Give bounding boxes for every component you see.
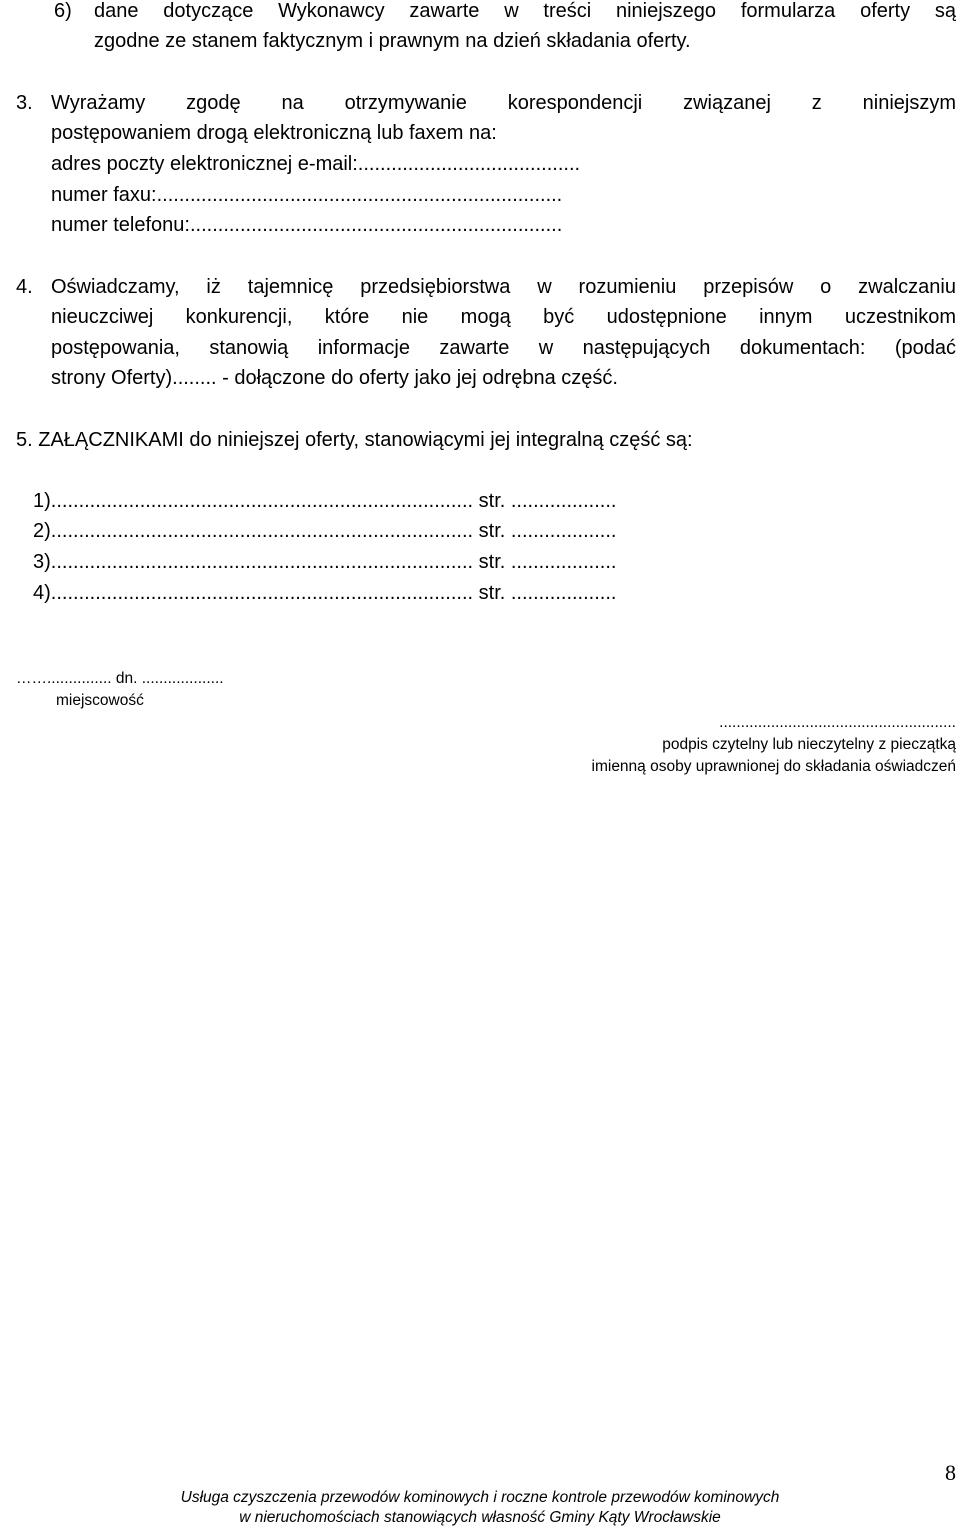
section-3-line-2: postępowaniem drogą elektroniczną lub faxem na: (51, 122, 497, 144)
attachment-item: 1)............................................................................ str. ................... (33, 490, 617, 512)
section-4-line-2: nieuczciwej konkurencji, które nie mogą być udostępnione innym uczestnikom (51, 306, 956, 328)
signature-label-1: podpis czytelny lub nieczytelny z pieczątką (662, 736, 956, 753)
section-4-number: 4. (16, 276, 33, 298)
attachment-item: 4)............................................................................ str. ................... (33, 582, 617, 604)
section-5-heading: 5. ZAŁĄCZNIKAMI do niniejszej oferty, stanowiącymi jej integralną część są: (16, 429, 693, 451)
footer-line-1: Usługa czyszczenia przewodów kominowych i roczne kontrole przewodów kominowych (180, 1489, 780, 1506)
signature-line: ....................................................... (719, 714, 956, 731)
item-6-line-2: zgodne ze stanem faktycznym i prawnym na dzień składania oferty. (94, 30, 691, 52)
fax-field: numer faxu:......................................................................... (51, 184, 563, 206)
section-3-number: 3. (16, 92, 33, 114)
place-label: miejscowość (56, 692, 144, 709)
section-4-line-1: Oświadczamy, iż tajemnicę przedsiębiorstwa w rozumieniu przepisów o zwalczaniu (51, 276, 956, 298)
phone-field: numer telefonu:................................................................... (51, 214, 563, 236)
attachment-item: 3)............................................................................ str. ................... (33, 551, 617, 573)
place-date-line: ……............... dn. ................... (16, 670, 224, 687)
item-6-number: 6) (54, 0, 72, 22)
signature-label-2: imienną osoby uprawnionej do składania oświadczeń (591, 758, 956, 775)
section-4-line-3: postępowania, stanowią informacje zawarte w następujących dokumentach: (podać (51, 337, 956, 359)
page-number: 8 (945, 1460, 956, 1485)
footer-line-2: w nieruchomościach stanowiących własność Gminy Kąty Wrocławskie (239, 1509, 721, 1526)
section-3-line-1: Wyrażamy zgodę na otrzymywanie korespondencji związanej z niniejszym (51, 92, 956, 114)
email-field: adres poczty elektronicznej e-mail:........................................ (51, 153, 581, 175)
item-6-line-1: dane dotyczące Wykonawcy zawarte w treści niniejszego formularza oferty są (94, 0, 956, 22)
section-4-line-4: strony Oferty)........ - dołączone do oferty jako jej odrębna część. (51, 367, 618, 389)
attachment-item: 2)............................................................................ str. ................... (33, 520, 617, 542)
